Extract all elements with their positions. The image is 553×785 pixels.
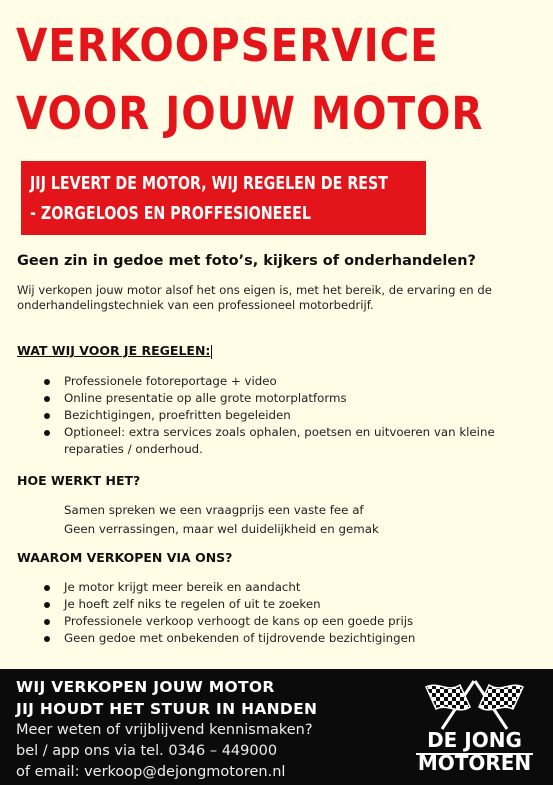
services-heading-text: WAT WIJ VOOR JE REGELEN: [17, 343, 211, 358]
footer-phone[interactable]: bel / app ons via tel. 0346 – 449000 [16, 743, 278, 759]
why-us-list [44, 579, 524, 647]
list-item: Optioneel: extra services zoals ophalen, poetsen en uitvoeren van kleine reparaties / onderhoud. [44, 424, 524, 458]
banner-line-1: JIJ LEVERT DE MOTOR, WIJ REGELEN DE REST [30, 173, 389, 194]
step-line: Samen spreken we een vraagprijs een vaste fee af [64, 503, 364, 517]
how-it-works-heading: HOE WERKT HET? [17, 473, 141, 488]
list-item: Professionele verkoop verhoogt de kans op een goede prijs [44, 613, 524, 630]
logo-line-2: MOTOREN [417, 751, 532, 775]
footer-slogan-1: WIJ VERKOPEN JOUW MOTOR [16, 678, 275, 696]
why-us-heading: WAAROM VERKOPEN VIA ONS? [17, 550, 233, 565]
logo-line-1: DE JONG [427, 728, 522, 752]
how-it-works-steps [64, 501, 379, 539]
list-item: Bezichtigingen, proefritten begeleiden [44, 407, 524, 424]
checkered-flags-icon [412, 677, 537, 731]
services-list [44, 373, 524, 458]
de-jong-motoren-logo [412, 677, 537, 777]
footer-slogan-2: JIJ HOUDT HET STUUR IN HANDEN [16, 700, 318, 718]
title-line-1: VERKOOPSERVICE [16, 19, 439, 72]
text-cursor [211, 345, 212, 359]
list-item: Professionele fotoreportage + video [44, 373, 524, 390]
step-line: Geen verrassingen, maar wel duidelijkheid en gemak [64, 522, 379, 536]
footer-email[interactable]: of email: verkoop@dejongmotoren.nl [16, 764, 286, 780]
intro-text: Wij verkopen jouw motor alsof het ons eigen is, met het bereik, de ervaring en de onderhandelingstechniek van een professioneel motorbedrijf. [17, 283, 492, 312]
question-heading: Geen zin in gedoe met foto’s, kijkers of onderhandelen? [17, 253, 476, 269]
footer [0, 669, 553, 785]
services-heading [17, 343, 212, 359]
banner-line-2: - ZORGELOOS EN PROFFESIONEEEL [30, 203, 311, 224]
list-item: Geen gedoe met onbekenden of tijdrovende bezichtigingen [44, 630, 524, 647]
list-item: Online presentatie op alle grote motorplatforms [44, 390, 524, 407]
list-item: Je motor krijgt meer bereik en aandacht [44, 579, 524, 596]
footer-contact-prompt: Meer weten of vrijblijvend kennismaken? [16, 722, 313, 738]
tagline-banner [21, 161, 426, 235]
list-item: Je hoeft zelf niks te regelen of uit te zoeken [44, 596, 524, 613]
title-line-2: VOOR JOUW MOTOR [16, 87, 484, 140]
page-title [16, 12, 483, 148]
